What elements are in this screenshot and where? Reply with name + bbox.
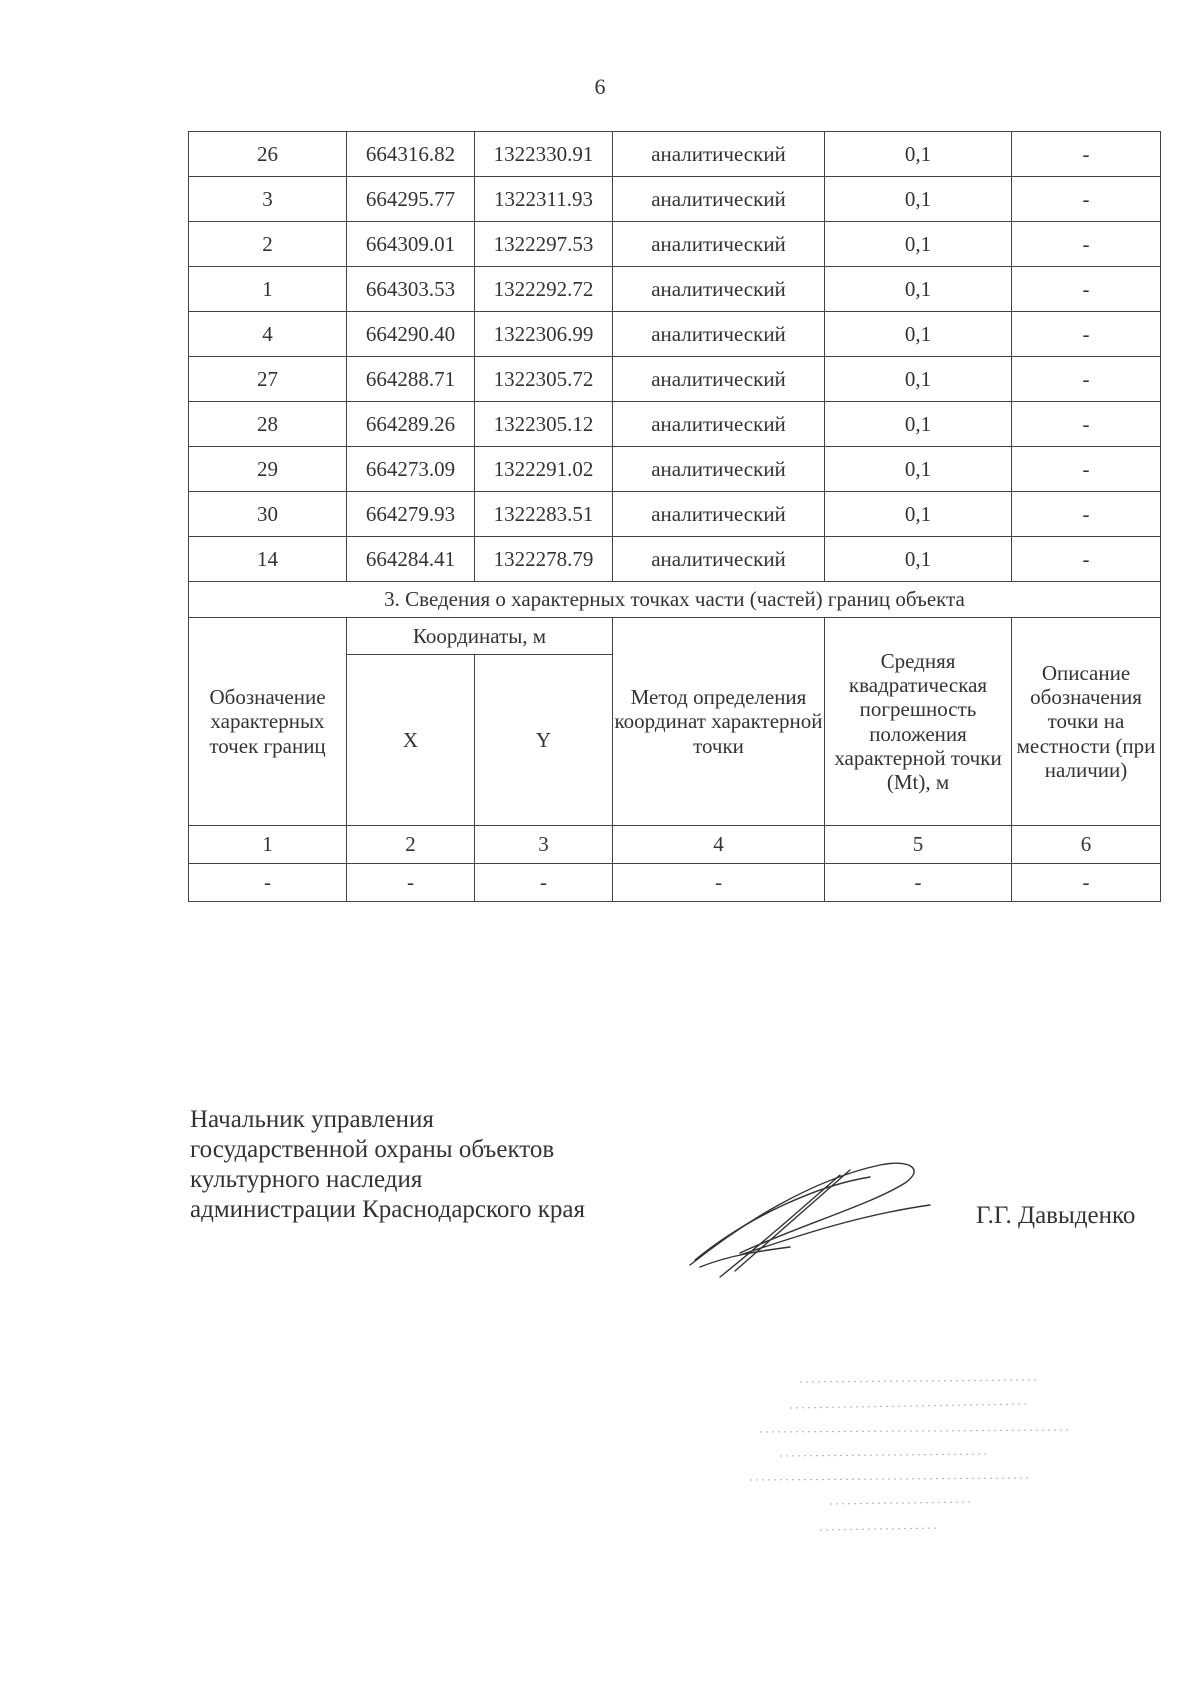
y-cell: 1322283.51: [475, 492, 613, 537]
method-cell: аналитический: [613, 267, 825, 312]
point-cell: 30: [189, 492, 347, 537]
point-cell: 3: [189, 177, 347, 222]
y-cell: 1322305.72: [475, 357, 613, 402]
error-cell: 0,1: [825, 132, 1012, 177]
table-row: [189, 537, 1161, 582]
point-cell: 1: [189, 267, 347, 312]
y-cell: 1322292.72: [475, 267, 613, 312]
method-cell: аналитический: [613, 357, 825, 402]
error-cell: 0,1: [825, 222, 1012, 267]
x-cell: 664289.26: [347, 402, 475, 447]
description-cell: -: [1012, 267, 1161, 312]
description-cell: -: [1012, 402, 1161, 447]
point-cell: 2: [189, 222, 347, 267]
point-cell: 14: [189, 537, 347, 582]
method-cell: аналитический: [613, 177, 825, 222]
y-cell: 1322278.79: [475, 537, 613, 582]
empty-data-row: [189, 864, 1161, 902]
empty-cell: -: [825, 864, 1012, 902]
column-number: 2: [347, 826, 475, 864]
header-y: Y: [475, 655, 613, 826]
header-x: X: [347, 655, 475, 826]
x-cell: 664279.93: [347, 492, 475, 537]
description-cell: -: [1012, 222, 1161, 267]
column-number: 6: [1012, 826, 1161, 864]
empty-cell: -: [1012, 864, 1161, 902]
column-number: 3: [475, 826, 613, 864]
error-cell: 0,1: [825, 492, 1012, 537]
description-cell: -: [1012, 492, 1161, 537]
description-cell: -: [1012, 177, 1161, 222]
table-row: [189, 312, 1161, 357]
table-row: [189, 447, 1161, 492]
table-row: [189, 177, 1161, 222]
table-row: [189, 132, 1161, 177]
empty-cell: -: [189, 864, 347, 902]
method-cell: аналитический: [613, 402, 825, 447]
x-cell: 664288.71: [347, 357, 475, 402]
point-cell: 29: [189, 447, 347, 492]
signer-position: [190, 1105, 585, 1225]
handwritten-signature: [680, 1155, 940, 1285]
table-row: [189, 357, 1161, 402]
header-error: Средняя квадратическая погрешность положения характерной точки (Mt), м: [825, 618, 1012, 826]
position-line: администрации Краснодарского края: [190, 1196, 586, 1223]
y-cell: 1322306.99: [475, 312, 613, 357]
page-number: 6: [594, 74, 606, 99]
section-title: 3. Сведения о характерных точках части (частей) границ объекта: [189, 582, 1161, 618]
table-row: [189, 402, 1161, 447]
x-cell: 664290.40: [347, 312, 475, 357]
x-cell: 664284.41: [347, 537, 475, 582]
header-point-designation: Обозначение характерных точек границ: [189, 618, 347, 826]
y-cell: 1322305.12: [475, 402, 613, 447]
position-line: государственной охраны объектов: [190, 1136, 555, 1163]
position-line: Начальник управления: [190, 1106, 434, 1133]
description-cell: -: [1012, 312, 1161, 357]
error-cell: 0,1: [825, 177, 1012, 222]
header-method: Метод определения координат характерной точки: [613, 618, 825, 826]
x-cell: 664303.53: [347, 267, 475, 312]
header-row: [189, 618, 1161, 655]
y-cell: 1322330.91: [475, 132, 613, 177]
error-cell: 0,1: [825, 537, 1012, 582]
empty-cell: -: [347, 864, 475, 902]
description-cell: -: [1012, 447, 1161, 492]
method-cell: аналитический: [613, 492, 825, 537]
y-cell: 1322311.93: [475, 177, 613, 222]
method-cell: аналитический: [613, 537, 825, 582]
point-cell: 28: [189, 402, 347, 447]
position-line: культурного наследия: [190, 1166, 423, 1193]
error-cell: 0,1: [825, 267, 1012, 312]
method-cell: аналитический: [613, 222, 825, 267]
point-cell: 27: [189, 357, 347, 402]
header-coordinates: Координаты, м: [347, 618, 613, 655]
x-cell: 664309.01: [347, 222, 475, 267]
column-number: 1: [189, 826, 347, 864]
column-number-row: [189, 826, 1161, 864]
signer-name: Г.Г. Давыденко: [976, 1202, 1136, 1229]
point-cell: 26: [189, 132, 347, 177]
faded-stamp: [740, 1370, 1090, 1560]
method-cell: аналитический: [613, 132, 825, 177]
description-cell: -: [1012, 537, 1161, 582]
x-cell: 664295.77: [347, 177, 475, 222]
description-cell: -: [1012, 357, 1161, 402]
point-cell: 4: [189, 312, 347, 357]
method-cell: аналитический: [613, 312, 825, 357]
y-cell: 1322291.02: [475, 447, 613, 492]
method-cell: аналитический: [613, 447, 825, 492]
y-cell: 1322297.53: [475, 222, 613, 267]
empty-cell: -: [475, 864, 613, 902]
coordinates-table: [188, 131, 1161, 902]
error-cell: 0,1: [825, 402, 1012, 447]
table-row: [189, 267, 1161, 312]
column-number: 5: [825, 826, 1012, 864]
x-cell: 664273.09: [347, 447, 475, 492]
error-cell: 0,1: [825, 312, 1012, 357]
table-row: [189, 492, 1161, 537]
x-cell: 664316.82: [347, 132, 475, 177]
section-title-row: [189, 582, 1161, 618]
header-description: Описание обозначения точки на местности (при наличии): [1012, 618, 1161, 826]
description-cell: -: [1012, 132, 1161, 177]
column-number: 4: [613, 826, 825, 864]
empty-cell: -: [613, 864, 825, 902]
table-row: [189, 222, 1161, 267]
error-cell: 0,1: [825, 357, 1012, 402]
error-cell: 0,1: [825, 447, 1012, 492]
